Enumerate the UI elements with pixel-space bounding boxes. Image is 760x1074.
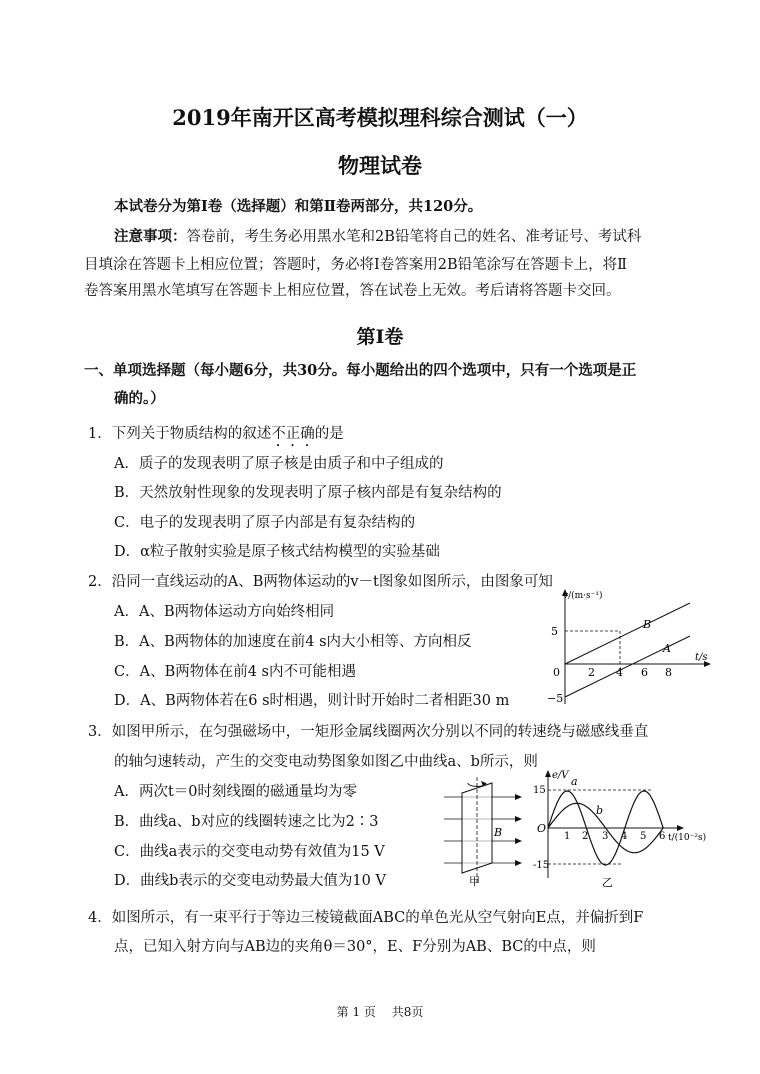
- q2-label-b: B: [643, 618, 652, 631]
- notice-line-2: 目填涂在答题卡上相应位置；答题时，务必将Ⅰ卷答案用2B铅笔涂写在答题卡上，将Ⅱ: [84, 257, 627, 273]
- q2-ytick-neg5: −5: [547, 692, 564, 705]
- q2-stem: 2．沿同一直线运动的A、B两物体运动的v－t图象如图所示，由图象可知: [88, 574, 553, 590]
- q4-stem-line-2: 点，已知入射方向与AB边的夹角θ＝30°，E、F分别为AB、BC的中点，则: [114, 939, 596, 955]
- q3-stem-line-2: 的轴匀速转动，产生的交变电动势图象如图乙中曲线a、b所示，则: [114, 754, 538, 770]
- q3-xtick-3: 3: [602, 831, 609, 842]
- q1-stem-post: 的是: [314, 426, 344, 442]
- q3-caption-jia: 甲: [469, 875, 480, 887]
- q1-stem-pre: 1．下列关于物质结构的叙述: [88, 426, 272, 442]
- q3-origin: O: [537, 822, 547, 835]
- field-arrow: [515, 794, 522, 800]
- q3-ytick-15: 15: [533, 785, 546, 796]
- q1-stem-emphasis: 不正确: [271, 426, 315, 442]
- q2-vt-graph: [545, 586, 715, 708]
- q3-option-d: D．曲线b表示的交变电动势最大值为10 V: [114, 873, 386, 889]
- paper-subtitle: 物理试卷: [338, 153, 422, 178]
- q3-xtick-5: 5: [640, 831, 647, 842]
- q3-option-a: A．两次t＝0时刻线圈的磁通量均为零: [114, 784, 358, 800]
- q1-option-a: A．质子的发现表明了原子核是由质子和中子组成的: [114, 456, 444, 472]
- field-arrow: [515, 838, 522, 844]
- q1-option-c: C．电子的发现表明了原子内部是有复杂结构的: [114, 515, 416, 531]
- q3-x-label: t/(10⁻²s): [668, 833, 707, 843]
- q2-ytick-0: 0: [553, 666, 560, 679]
- q3-emf-graph: [532, 766, 714, 888]
- q4-stem-line-1: 4．如图所示，有一束平行于等边三棱镜截面ABC的单色光从空气射向E点，并偏折到F: [88, 910, 644, 926]
- q3-caption-yi: 乙: [602, 876, 613, 888]
- q3-y-arrow: [545, 770, 551, 777]
- section-title: 第Ⅰ卷: [356, 326, 404, 348]
- part1-heading: 一、单项选择题（每小题6分，共30分。每小题给出的四个选项中，只有一个选项是正: [84, 362, 637, 379]
- q3-xtick-4: 4: [621, 831, 628, 842]
- field-arrow: [515, 860, 522, 866]
- q2-option-a: A．A、B两物体运动方向始终相同: [114, 604, 335, 620]
- q3-option-c: C．曲线a表示的交变电动势有效值为15 V: [114, 844, 385, 860]
- q1-option-b: B．天然放射性现象的发现表明了原子核内部是有复杂结构的: [114, 485, 502, 501]
- q2-label-a: A: [663, 642, 671, 655]
- q3-option-b: B．曲线a、b对应的线圈转速之比为2∶3: [114, 814, 379, 830]
- q3-x-arrow: [677, 825, 684, 831]
- q3-xtick-2: 2: [582, 831, 589, 842]
- q2-option-c: C．A、B两物体在前4 s内不可能相遇: [114, 664, 356, 680]
- q2-xtick-8: 8: [665, 666, 672, 679]
- q2-option-d: D．A、B两物体若在6 s时相遇，则计时开始时二者相距30 m: [114, 693, 510, 709]
- q3-ytick-neg15: -15: [533, 860, 550, 871]
- q2-xtick-4: 4: [616, 666, 623, 679]
- q3-y-label: e/V: [552, 770, 569, 781]
- notice-label: 注意事项：: [114, 228, 187, 245]
- q3-label-b: b: [596, 804, 604, 817]
- part1-heading-cont: 确的。）: [114, 390, 165, 407]
- q1-stem: [88, 422, 344, 450]
- notice-line-3: 卷答案用黑水笔填写在答题卡上相应位置，答在试卷上无效。考后请将答题卡交回。: [84, 283, 621, 299]
- q3-figure-coil: [440, 775, 530, 887]
- q2-xtick-2: 2: [588, 666, 595, 679]
- q2-option-b: B．A、B两物体的加速度在前4 s内大小相等、方向相反: [114, 634, 472, 650]
- notice-line-1: [114, 222, 641, 252]
- page-footer: 第 1 页 共8页: [336, 1005, 424, 1019]
- q3-xtick-1: 1: [564, 831, 571, 842]
- q2-line-b: [565, 603, 690, 664]
- notice-text-1: 答卷前，考生务必用黑水笔和2B铅笔将自己的姓名、准考证号、考试科: [186, 229, 642, 245]
- q2-xtick-6: 6: [641, 666, 648, 679]
- exam-title: 2019年南开区高考模拟理科综合测试（一）: [172, 105, 588, 130]
- q1-option-d: D．α粒子散射实验是原子核式结构模型的实验基础: [114, 544, 440, 560]
- q3-stem-line-1: 3．如图甲所示，在匀强磁场中，一矩形金属线圈两次分别以不同的转速绕与磁感线垂直: [88, 724, 649, 740]
- q2-ytick-5: 5: [551, 625, 558, 638]
- q3-xtick-6: 6: [659, 831, 666, 842]
- q3-b-label: B: [494, 826, 503, 839]
- field-arrow: [515, 816, 522, 822]
- q2-x-label: t/s: [695, 652, 708, 663]
- q3-label-a: a: [571, 775, 578, 788]
- q2-y-label: v/(m·s⁻¹): [563, 591, 603, 601]
- intro-text: 本试卷分为第Ⅰ卷（选择题）和第Ⅱ卷两部分，共120分。: [114, 198, 483, 215]
